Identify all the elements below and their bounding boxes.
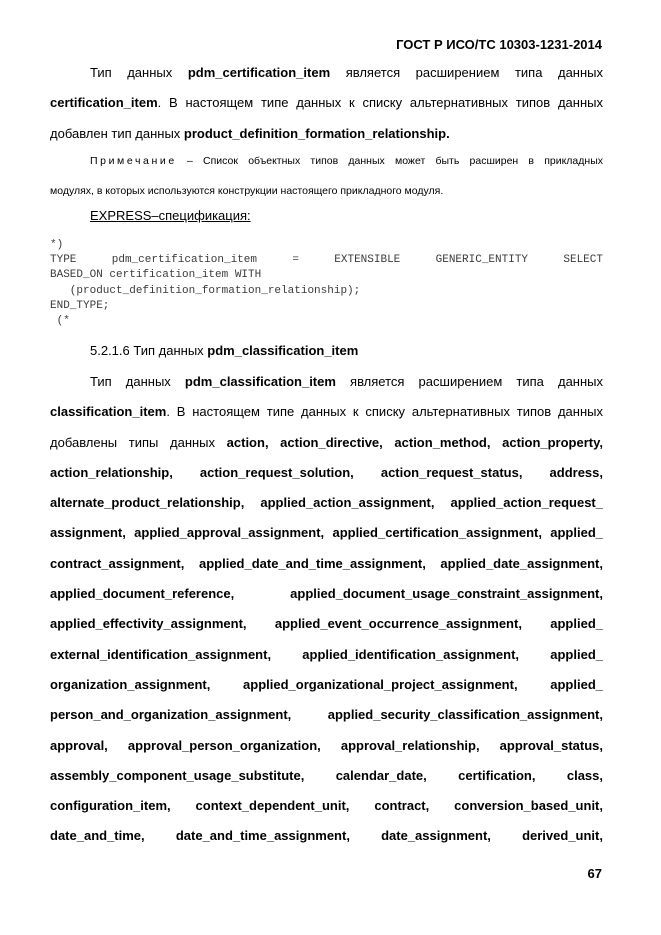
text-line: approval, approval_person_organization, approval_relationship, approval_status, [50, 737, 603, 753]
code-line: (* [50, 314, 70, 327]
text-line: action_relationship, action_request_solution, action_request_status, address, [50, 464, 603, 480]
text-line: assignment, applied_approval_assignment, applied_certification_assignment, applied_ [50, 525, 603, 541]
code-line: (product_definition_formation_relationship); [50, 284, 361, 297]
text-line: добавлен тип данных product_definition_formation_relationship. [50, 125, 450, 141]
page-number: 67 [587, 866, 602, 881]
text-line: certification_item. В настоящем типе данных к списку альтернативных типов данных [50, 95, 603, 111]
text-line: Тип данных pdm_classification_item является расширением типа данных [90, 374, 603, 389]
text-line: classification_item. В настоящем типе данных к списку альтернативных типов данных [50, 404, 603, 420]
code-line: *) [50, 239, 64, 251]
text-line: applied_effectivity_assignment, applied_event_occurrence_assignment, applied_ [50, 616, 603, 632]
text-line: date_and_time, date_and_time_assignment, date_assignment, derived_unit, [50, 828, 603, 844]
text-line: applied_document_reference, applied_document_usage_constraint_assignment, [50, 586, 603, 602]
note-line: модулях, в которых используются конструкции настоящего прикладного модуля. [50, 185, 444, 197]
document-header: ГОСТ Р ИСО/ТС 10303-1231-2014 [396, 37, 602, 52]
text-line: alternate_product_relationship, applied_action_assignment, applied_action_request_ [50, 495, 603, 511]
paragraph-certification-item [50, 65, 603, 156]
text-line: contract_assignment, applied_date_and_time_assignment, applied_date_assignment, [50, 555, 603, 571]
paragraph-classification-item [50, 374, 603, 859]
text-line: configuration_item, context_dependent_unit, contract, conversion_based_unit, [50, 798, 603, 814]
express-code-block [50, 238, 603, 329]
code-line: END_TYPE; [50, 299, 110, 312]
text-line: person_and_organization_assignment, applied_security_classification_assignment, [50, 707, 603, 723]
note-label: Примечание [90, 155, 177, 167]
code-line: BASED_ON certification_item WITH [50, 269, 262, 282]
text-line: assembly_component_usage_substitute, calendar_date, certification, class, [50, 767, 603, 783]
text-line: external_identification_assignment, applied_identification_assignment, applied_ [50, 646, 603, 662]
code-line: TYPE pdm_certification_item = EXTENSIBLE GENERIC_ENTITY SELECT [50, 254, 603, 267]
note-block [50, 155, 603, 215]
text-line: добавлены типы данных action, action_directive, action_method, action_property, [50, 434, 603, 450]
text-line: Тип данных pdm_certification_item является расширением типа данных [90, 65, 603, 80]
express-spec-label: EXPRESS–спецификация: [90, 208, 251, 223]
text-line: organization_assignment, applied_organizational_project_assignment, applied_ [50, 676, 603, 692]
section-heading: 5.2.1.6 Тип данных pdm_classification_item [90, 343, 359, 358]
note-line: Примечание – Список объектных типов данных может быть расширен в прикладных [90, 155, 603, 167]
